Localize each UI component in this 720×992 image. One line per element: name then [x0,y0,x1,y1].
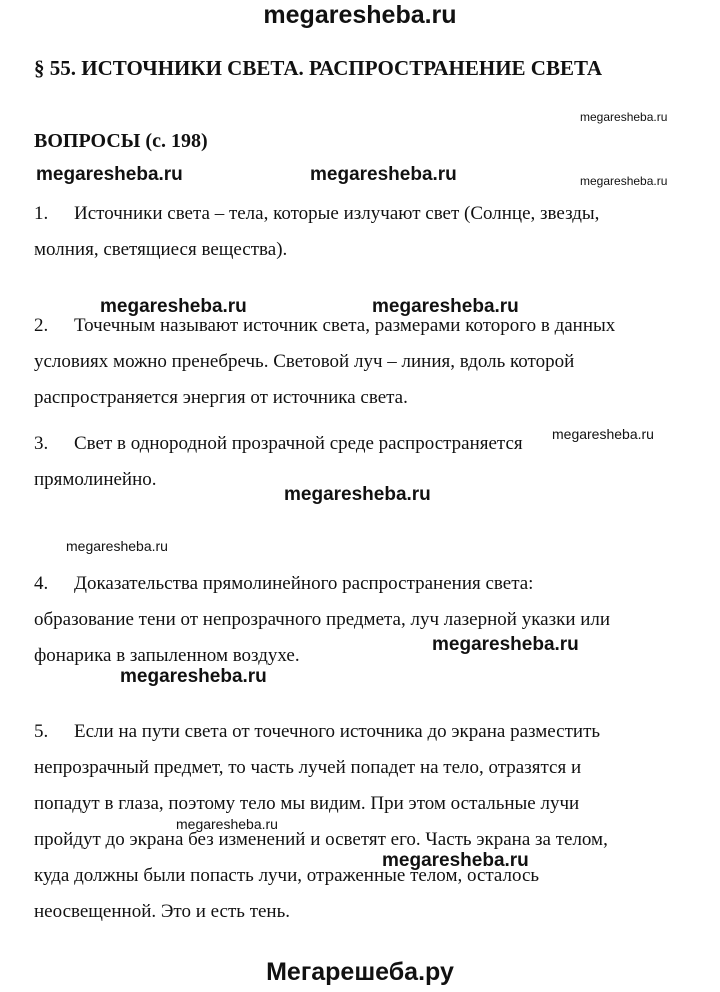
section-heading: § 55. ИСТОЧНИКИ СВЕТА. РАСПРОСТРАНЕНИЕ СВЕТА [34,56,603,80]
answer-line: Свет в однородной прозрачной среде распространяется [74,433,523,454]
answer-line: распространяется энергия от источника света. [34,387,408,408]
answer-line: прямолинейно. [34,469,157,490]
answer-number: 5. [34,721,49,742]
watermark: megaresheba.ru [66,538,168,554]
watermark: megaresheba.ru [552,426,654,442]
watermark: megaresheba.ru [100,296,247,317]
site-watermark-top: megaresheba.ru [263,1,457,29]
watermark: megaresheba.ru [120,666,267,687]
answer-item-2 [34,308,694,416]
watermark: megaresheba.ru [432,634,579,655]
answer-number: 2. [34,315,49,336]
answer-item-1 [34,196,694,268]
answer-line: условиях можно пренебречь. Световой луч – линия, вдоль которой [34,351,575,372]
watermark: megaresheba.ru [580,174,668,188]
answer-line: неосвещенной. Это и есть тень. [34,901,291,922]
answer-line: попадут в глаза, поэтому тело мы видим. При этом остальные лучи [34,793,580,814]
answer-line: Источники света – тела, которые излучают свет (Солнце, звезды, [74,203,600,224]
answer-line: фонарика в запыленном воздухе. [34,645,300,666]
answer-line: непрозрачный предмет, то часть лучей попадет на тело, отразятся и [34,757,582,778]
answer-number: 1. [34,203,49,224]
watermark: megaresheba.ru [310,164,457,185]
answer-number: 4. [34,573,49,594]
answer-line: Если на пути света от точечного источника до экрана разместить [74,721,601,742]
questions-heading: ВОПРОСЫ (с. 198) [34,130,208,152]
answer-line: молния, светящиеся вещества). [34,239,288,260]
answer-line: Точечным называют источник света, размерами которого в данных [74,315,616,336]
watermark: megaresheba.ru [580,110,668,124]
watermark: megaresheba.ru [382,850,529,871]
answer-line: куда должны были попасть лучи, отраженные телом, осталось [34,865,540,886]
answer-line: пройдут до экрана без изменений и осветят его. Часть экрана за телом, [34,829,608,850]
watermark: megaresheba.ru [36,164,183,185]
answer-item-4 [34,566,694,674]
site-watermark-bottom: Мегарешеба.ру [266,958,454,986]
answer-number: 3. [34,433,49,454]
watermark: megaresheba.ru [284,484,431,505]
answer-line: Доказательства прямолинейного распространения света: [74,573,534,594]
watermark: megaresheba.ru [176,816,278,832]
watermark: megaresheba.ru [372,296,519,317]
answer-item-5 [34,714,694,930]
answer-line: образование тени от непрозрачного предмета, луч лазерной указки или [34,609,611,630]
